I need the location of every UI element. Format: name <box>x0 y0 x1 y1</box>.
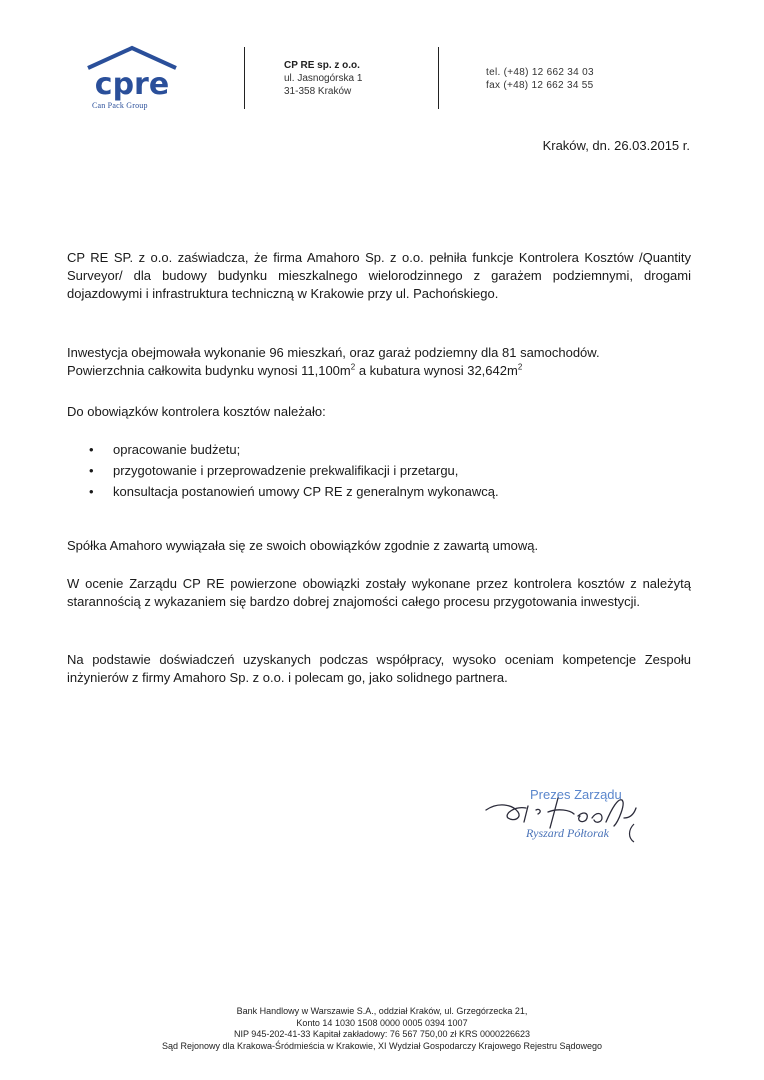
footer-account: Konto 14 1030 1508 0000 0005 0394 1007 <box>296 1017 468 1028</box>
company-address <box>284 59 362 98</box>
signature-name: Ryszard Półtorak <box>526 826 609 840</box>
footer-registration: NIP 945-202-41-33 Kapitał zakładowy: 76 567 750,00 zł KRS 0000226623 <box>233 1029 531 1039</box>
letter-date: Kraków, dn. 26.03.2015 r. <box>542 138 690 153</box>
bullet-icon: • <box>89 442 94 457</box>
list-item: • opracowanie budżetu; <box>89 442 241 457</box>
bullet-icon: • <box>89 484 94 499</box>
letter-paragraph-1: CP RE SP. z o.o. zaświadcza, że firma Amahoro Sp. z o.o. pełniła funkcje Kontrolera Kosztów /Quantity Surveyor/ dla budowy budynku mieszkalnego wielorodzinnego z garażem podziemnymi, drogami dojazdowymi i infrastruktura techniczną w Krakowie przy ul. Pachońskiego. <box>67 250 691 301</box>
letter-paragraph-2 <box>67 344 691 380</box>
letter-paragraph-3: Do obowiązków kontrolera kosztów należało: <box>67 404 326 419</box>
letter-paragraph-5: W ocenie Zarządu CP RE powierzone obowiązki zostały wykonane przez kontrolera kosztów z należytą starannością z wykazaniem się bardzo dobrej znajomości całego procesu przygotowania inwestycji. <box>67 576 691 609</box>
logo-wordmark: cpre <box>94 67 170 102</box>
company-city: 31-358 Kraków <box>284 86 352 97</box>
letter-paragraph-4: Spółka Amahoro wywiązała się ze swoich obowiązków zgodnie z zawartą umową. <box>67 538 539 553</box>
list-item: • konsultacja postanowień umowy CP RE z generalnym wykonawcą. <box>89 484 499 499</box>
company-street: ul. Jasnogórska 1 <box>284 73 363 84</box>
fax-number: fax (+48) 12 662 34 55 <box>486 80 594 91</box>
duties-list <box>67 441 499 504</box>
paragraph-2-line-1: Inwestycja obejmowała wykonanie 96 mieszkań, oraz garaż podziemny dla 81 samochodów. <box>67 345 600 360</box>
logo-subtitle: Can Pack Group <box>92 101 148 110</box>
logo-roof <box>88 48 176 68</box>
phone-number: tel. (+48) 12 662 34 03 <box>486 67 594 78</box>
paragraph-2-line-2: Powierzchnia całkowita budynku wynosi $11,100m^2$ a kubatura wynosi $32,642m^2$ <box>67 362 523 378</box>
footer-bank: Bank Handlowy w Warszawie S.A., oddział Kraków, ul. Grzegórzecka 21, <box>236 1006 528 1016</box>
header-divider <box>244 47 245 109</box>
header-divider <box>438 47 439 109</box>
letter-footer <box>0 1006 764 1052</box>
company-contact <box>486 66 594 92</box>
signature-title: Prezes Zarządu <box>530 787 622 802</box>
letter-paragraph-6: Na podstawie doświadczeń uzyskanych podczas współpracy, wysoko oceniam kompetencje Zespołu inżynierów z firmy Amahoro Sp. z o.o. i polecam go, jako solidnego partnera. <box>67 652 691 685</box>
list-item: • przygotowanie i przeprowadzenie prekwalifikacji i przetargu, <box>89 463 459 478</box>
bullet-icon: • <box>89 463 94 478</box>
company-name: CP RE sp. z o.o. <box>284 60 360 71</box>
footer-court: Sąd Rejonowy dla Krakowa-Śródmieścia w Krakowie, XI Wydział Gospodarczy Krajowego Rejestru Sądowego <box>161 1040 603 1051</box>
